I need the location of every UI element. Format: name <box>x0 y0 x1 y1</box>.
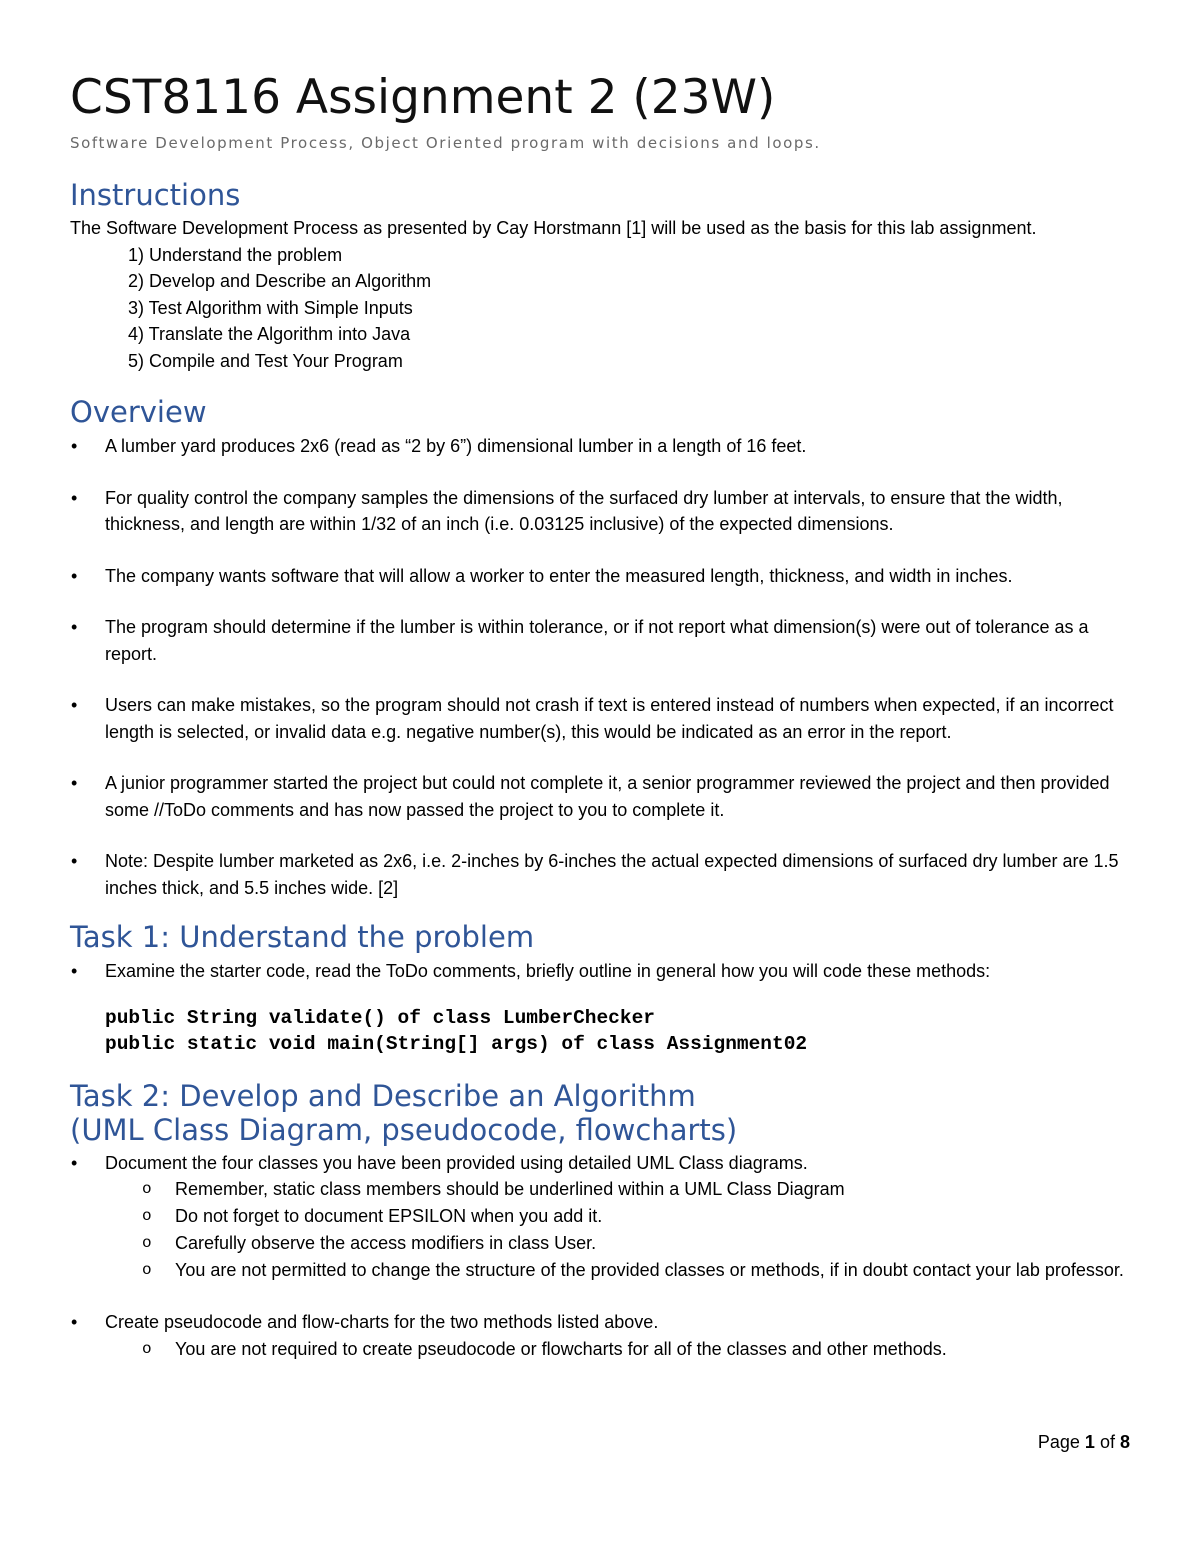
task2-subitem-text: You are not required to create pseudocode or flowcharts for all of the classes and other methods. <box>175 1338 947 1359</box>
overview-heading: Overview <box>70 395 207 429</box>
bullet-icon: • <box>71 1312 78 1332</box>
task1-item-text: Examine the starter code, read the ToDo comments, briefly outline in general how you will code these methods: <box>105 961 991 981</box>
overview-item <box>70 770 1130 823</box>
process-steps-list <box>70 242 1130 375</box>
task2-subitem-text: You are not permitted to change the structure of the provided classes or methods, if in doubt contact your lab professor. <box>175 1260 1124 1280</box>
sub-bullet-icon: o <box>142 1261 152 1279</box>
task2-subitem <box>70 1176 1130 1203</box>
overview-item-text: Note: Despite lumber marketed as 2x6, i.e. 2-inches by 6-inches the actual expected dimensions of surfaced dry lumber are 1.5 inches thick, and 5.5 inches wide. [2] <box>105 851 1119 898</box>
task1-list <box>70 958 1130 985</box>
footer-of-word: of <box>1099 1432 1115 1452</box>
overview-item-text: The program should determine if the lumber is within tolerance, or if not report what dimension(s) were out of tolerance as a report. <box>105 617 1089 664</box>
bullet-icon: • <box>71 565 78 586</box>
task2-subitem <box>70 1336 1130 1363</box>
bullet-icon: • <box>71 961 78 981</box>
footer-total-pages: 8 <box>1119 1432 1130 1452</box>
task2-item-text: Document the four classes you have been provided using detailed UML Class diagrams. <box>105 1152 808 1173</box>
code-line: public static void main(String[] args) of class Assignment02 <box>105 1032 808 1055</box>
task2-subitem-text: Do not forget to document EPSILON when you add it. <box>175 1206 603 1226</box>
overview-item-text: Users can make mistakes, so the program should not crash if text is entered instead of numbers when expected, if an incorrect length is selected, or invalid data e.g. negative number(s), this would be indicated as an error in the report. <box>105 695 1114 742</box>
process-step: 3) Test Algorithm with Simple Inputs <box>128 297 413 318</box>
page-number-footer <box>1038 1432 1130 1453</box>
sub-bullet-icon: o <box>142 1339 152 1358</box>
code-block <box>70 1005 1130 1057</box>
task2-item <box>70 1309 1130 1336</box>
bullet-icon: • <box>71 695 78 715</box>
task1-heading: Task 1: Understand the problem <box>70 920 535 954</box>
document-subtitle: Software Development Process, Object Oriented program with decisions and loops. <box>70 134 821 152</box>
process-step: 2) Develop and Describe an Algorithm <box>128 271 432 291</box>
process-step: 1) Understand the problem <box>128 244 343 265</box>
bullet-icon: • <box>71 617 78 637</box>
bullet-icon: • <box>71 851 78 871</box>
overview-item-text: The company wants software that will allow a worker to enter the measured length, thickness, and width in inches. <box>105 565 1013 586</box>
task2-list <box>70 1150 1130 1177</box>
bullet-icon: • <box>71 436 78 456</box>
task2-subitem <box>70 1203 1130 1230</box>
task2-subitem-text: Carefully observe the access modifiers in class User. <box>175 1233 597 1253</box>
process-step: 5) Compile and Test Your Program <box>128 350 403 371</box>
instructions-heading: Instructions <box>70 178 241 212</box>
overview-list <box>70 433 1130 901</box>
task2-sublist-2 <box>70 1336 1130 1363</box>
sub-bullet-icon: o <box>142 1207 152 1225</box>
overview-item <box>70 485 1130 538</box>
task2-list-2 <box>70 1309 1130 1336</box>
task2-item <box>70 1150 1130 1177</box>
document-title: CST8116 Assignment 2 (23W) <box>70 70 776 125</box>
sub-bullet-icon: o <box>142 1234 152 1252</box>
document-page <box>70 70 1130 1363</box>
overview-item <box>70 563 1130 590</box>
instructions-intro: The Software Development Process as presented by Cay Horstmann [1] will be used as the basis for this lab assignment. <box>70 218 1037 238</box>
task2-subitem <box>70 1230 1130 1257</box>
footer-page-word: Page <box>1037 1432 1080 1452</box>
overview-item-text: For quality control the company samples the dimensions of the surfaced dry lumber at intervals, to ensure that the width, thickness, and length are within 1/32 of an inch (i.e. 0.03125 inclusive) of the expected dimensions. <box>105 487 1063 534</box>
bullet-icon: • <box>71 1152 78 1173</box>
task2-subitem <box>70 1257 1130 1284</box>
overview-item <box>70 848 1130 901</box>
task2-sublist <box>70 1176 1130 1284</box>
overview-item <box>70 692 1130 745</box>
bullet-icon: • <box>71 487 78 508</box>
footer-current-page: 1 <box>1084 1432 1095 1452</box>
process-step: 4) Translate the Algorithm into Java <box>128 324 411 344</box>
bullet-icon: • <box>71 773 78 793</box>
task1-item <box>70 958 1130 985</box>
task2-heading-line1: Task 2: Develop and Describe an Algorithm <box>70 1078 696 1113</box>
overview-item <box>70 433 1130 460</box>
overview-item-text: A junior programmer started the project but could not complete it, a senior programmer reviewed the project and then provided some //ToDo comments and has now passed the project to you to complete it. <box>105 773 1110 820</box>
code-line: public String validate() of class LumberChecker <box>105 1006 655 1029</box>
sub-bullet-icon: o <box>142 1180 152 1198</box>
task2-item-text: Create pseudocode and flow-charts for the two methods listed above. <box>105 1312 659 1332</box>
task2-subitem-text: Remember, static class members should be underlined within a UML Class Diagram <box>175 1179 845 1199</box>
task2-heading-line2: (UML Class Diagram, pseudocode, flowcharts) <box>70 1112 738 1147</box>
overview-item-text: A lumber yard produces 2x6 (read as “2 by 6”) dimensional lumber in a length of 16 feet. <box>105 436 807 456</box>
overview-item <box>70 614 1130 667</box>
task2-heading <box>70 1079 1130 1147</box>
